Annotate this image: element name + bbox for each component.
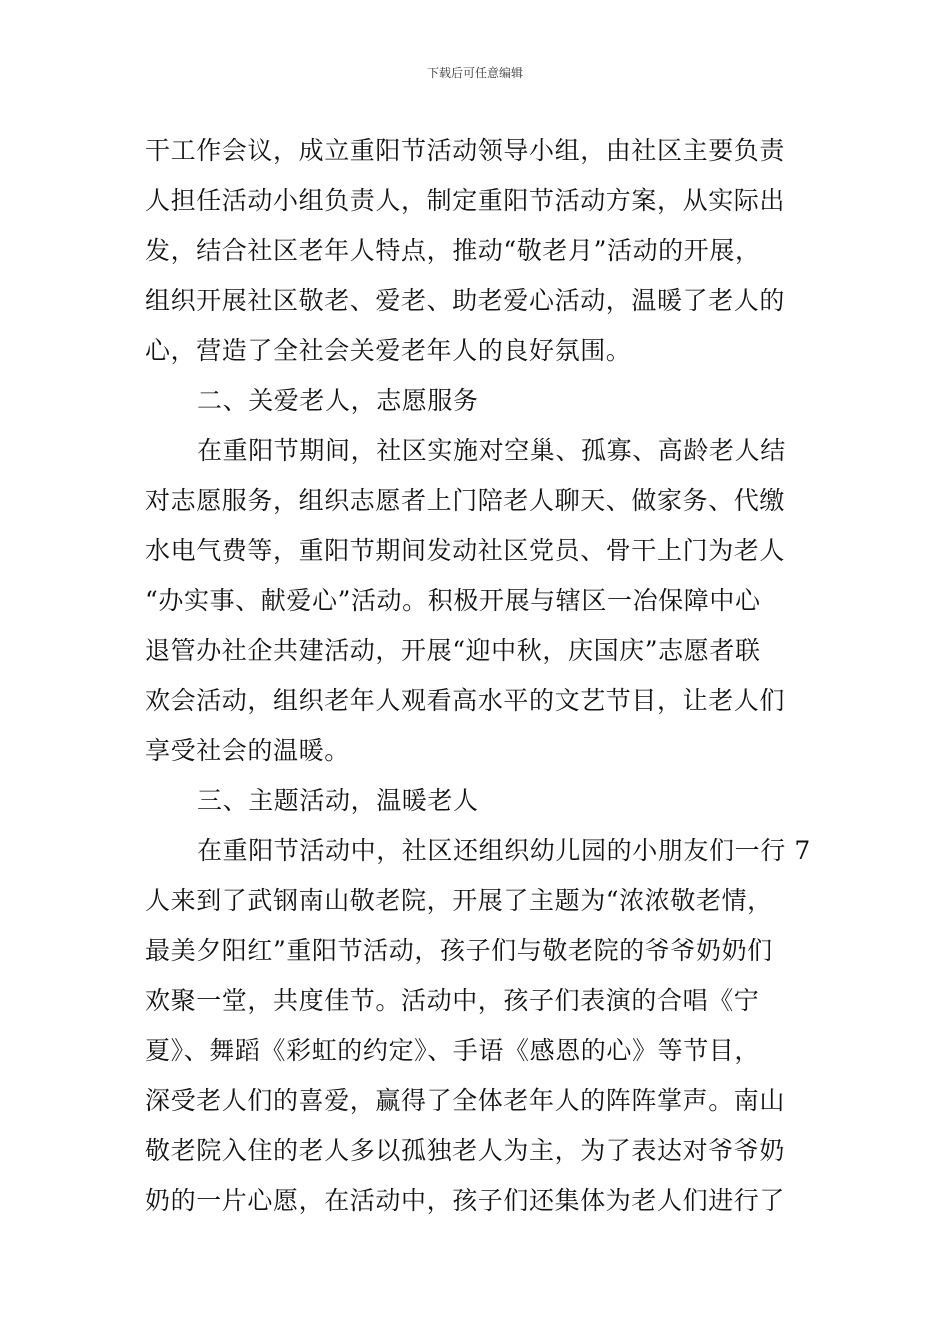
body-line: 心，营造了全社会关爱老年人的良好氛围。: [145, 336, 632, 365]
body-line: 组织开展社区敬老、爱老、助老爱心活动，温暖了老人的: [145, 286, 786, 315]
body-line: 人担任活动小组负责人，制定重阳节活动方案，从实际出: [145, 186, 786, 215]
body-line: 对志愿服务，组织志愿者上门陪老人聊天、做家务、代缴: [145, 486, 786, 515]
body-line: 深受老人们的喜爱，赢得了全体老年人的阵阵掌声。南山: [145, 1086, 786, 1115]
body-line: 人来到了武钢南山敬老院，开展了主题为“浓浓敬老情，: [145, 886, 773, 915]
body-line: 奶的一片心愿，在活动中，孩子们还集体为老人们进行了: [145, 1186, 786, 1215]
page-header: 下载后可任意编辑: [426, 66, 523, 80]
body-line: 发，结合社区老年人特点，推动“敬老月”活动的开展，: [145, 236, 761, 265]
body-line: 享受社会的温暖。: [145, 736, 350, 765]
body-line: 在重阳节期间，社区实施对空巢、孤寡、高龄老人结: [197, 436, 786, 465]
body-line: 干工作会议，成立重阳节活动领导小组，由社区主要负责: [145, 136, 786, 165]
body-line: 退管办社企共建活动，开展“迎中秋，庆国庆”志愿者联: [145, 636, 761, 665]
body-line: 水电气费等，重阳节期间发动社区党员、骨干上门为老人: [145, 536, 786, 565]
body-line: 在重阳节活动中，社区还组织幼儿园的小朋友们一行 7: [197, 836, 811, 865]
body-line: “办实事、献爱心”活动。积极开展与辖区一冶保障中心: [145, 586, 761, 615]
body-line: 欢会活动，组织老年人观看高水平的文艺节目，让老人们: [145, 686, 786, 715]
section-heading: 二、关爱老人，志愿服务: [197, 386, 479, 415]
body-line: 夏》、舞蹈《彩虹的约定》、手语《感恩的心》等节目，: [145, 1036, 761, 1065]
body-line: 最美夕阳红”重阳节活动，孩子们与敬老院的爷爷奶奶们: [145, 936, 773, 965]
body-line: 欢聚一堂，共度佳节。活动中，孩子们表演的合唱《宁: [145, 986, 760, 1015]
body-line: 敬老院入住的老人多以孤独老人为主，为了表达对爷爷奶: [145, 1136, 786, 1165]
section-heading: 三、主题活动，温暖老人: [197, 786, 479, 815]
